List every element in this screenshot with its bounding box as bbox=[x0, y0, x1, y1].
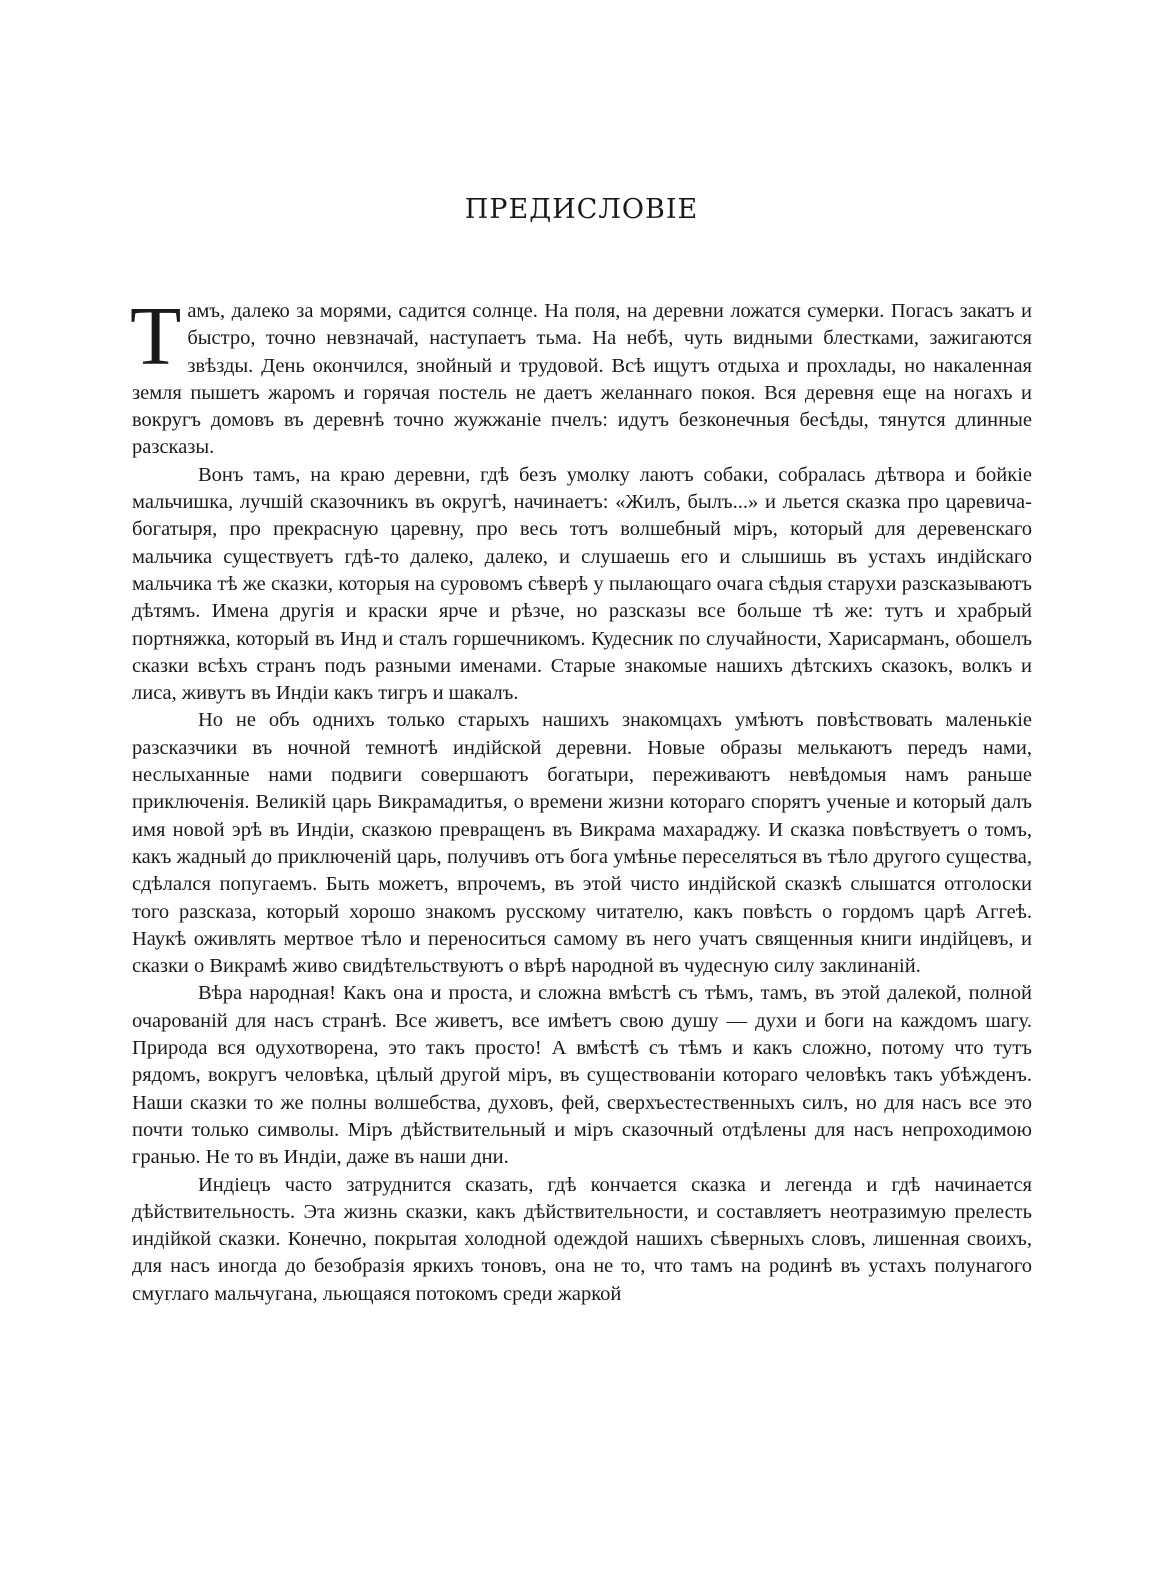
paragraph-5: Индіецъ часто затруднится сказать, гдѣ кончается сказка и легенда и гдѣ начинается дѣйствительность. Эта жизнь сказки, какъ дѣйствительности, и составляетъ неотразимую прелесть индійкой сказки. Конечно, покрытая холодной одеждой нашихъ сѣверныхъ словъ, лишенная своихъ, для насъ иногда до безобразія яркихъ тоновъ, она не то, что тамъ на родинѣ въ устахъ полунагого смуглаго мальчугана, льющаяся потокомъ среди жаркой bbox=[132, 1173, 1032, 1305]
paragraph-1-text: амъ, далеко за морями, садится солнце. На поля, на деревни ложатся сумерки. Погасъ закатъ и быстро, точно невзначай, наступаетъ тьма. На небѣ, чуть видными блестками, зажигаются звѣзды. День окончился, знойный и трудовой. Всѣ ищутъ отдыха и прохлады, но накаленная земля пышетъ жаромъ и горячая постель не даетъ желаннаго покоя. Вся деревня еще на ногахъ и вокругъ домовъ въ деревнѣ точно жужжаніе пчелъ: идутъ безконечныя бесѣды, тянутся длинные разсказы. bbox=[132, 300, 1032, 459]
drop-cap: Т bbox=[130, 290, 182, 383]
page-title: ПРЕДИСЛОВІЕ bbox=[464, 194, 699, 225]
paragraph-3: Но не объ однихъ только старыхъ нашихъ знакомцахъ умѣютъ повѣствовать маленькіе разсказчики въ ночной темнотѣ индійской деревни. Новые образы мелькаютъ передъ нами, неслыханные нами подвиги совершаютъ богатыри, переживаютъ невѣдомыя намъ раньше приключенія. Великій царь Викрамадитья, о времени жизни котораго спорятъ ученые и который далъ имя новой эрѣ въ Индіи, сказкою превращенъ въ Викрама махараджу. И сказка повѣствуетъ о томъ, какъ жадный до приключеній царь, получивъ отъ бога умѣнье переселяться въ тѣло другого существа, сдѣлался попугаемъ. Быть можетъ, впрочемъ, въ этой чисто индійской сказкѣ слышатся отголоски того разсказа, который хорошо знакомъ русскому читателю, какъ повѣсть о гордомъ царѣ Аггеѣ. Наукѣ оживлять мертвое тѣло и переноситься самому въ него учатъ священныя книги индійцевъ, и сказки о Викрамѣ живо свидѣтельствуютъ о вѣрѣ народной въ чудесную силу заклинаній. bbox=[132, 709, 1032, 978]
paragraph-2: Вонъ тамъ, на краю деревни, гдѣ безъ умолку лаютъ собаки, собралась дѣтвора и бойкіе мальчишка, лучшій сказочникъ въ округѣ, начинаетъ: «Жилъ, былъ...» и льется сказка про царевича-богатыря, про прекрасную царевну, про весь тотъ волшебный міръ, который для деревенскаго мальчика существуетъ гдѣ-то далеко, далеко, и слушаешь его и слышишь въ устахъ индійскаго мальчика тѣ же сказки, которыя на суровомъ сѣверѣ у пылающаго очага сѣдыя старухи разсказываютъ дѣтямъ. Имена другія и краски ярче и рѣзче, но разсказы все больше тѣ же: тутъ и храбрый портняжка, который въ Инд и сталъ горшечникомъ. Кудесник по случайности, Харисарманъ, обошелъ сказки всѣхъ странъ подъ разными именами. Старые знакомые нашихъ дѣтскихъ сказокъ, волкъ и лиса, живутъ въ Индіи какъ тигръ и шакалъ. bbox=[132, 463, 1032, 705]
body-text bbox=[130, 290, 1032, 1308]
paragraph-4: Вѣра народная! Какъ она и проста, и сложна вмѣстѣ съ тѣмъ, тамъ, въ этой далекой, полной очарованій для насъ странѣ. Все живетъ, все имѣетъ свою душу — духи и боги на каждомъ шагу. Природа вся одухотворена, это такъ просто! А вмѣстѣ съ тѣмъ и какъ сложно, потому что тутъ рядомъ, вокругъ человѣка, цѣлый другой міръ, въ существованіи котораго человѣкъ такъ убѣжденъ. Наши сказки то же полны волшебства, духовъ, фей, сверхъестественныхъ силъ, но для насъ все это почти только символы. Міръ дѣйствительный и міръ сказочный отдѣлены для насъ непроходимою гранью. Не то въ Индіи, даже въ наши дни. bbox=[132, 982, 1032, 1169]
paragraph-1 bbox=[130, 290, 1032, 462]
